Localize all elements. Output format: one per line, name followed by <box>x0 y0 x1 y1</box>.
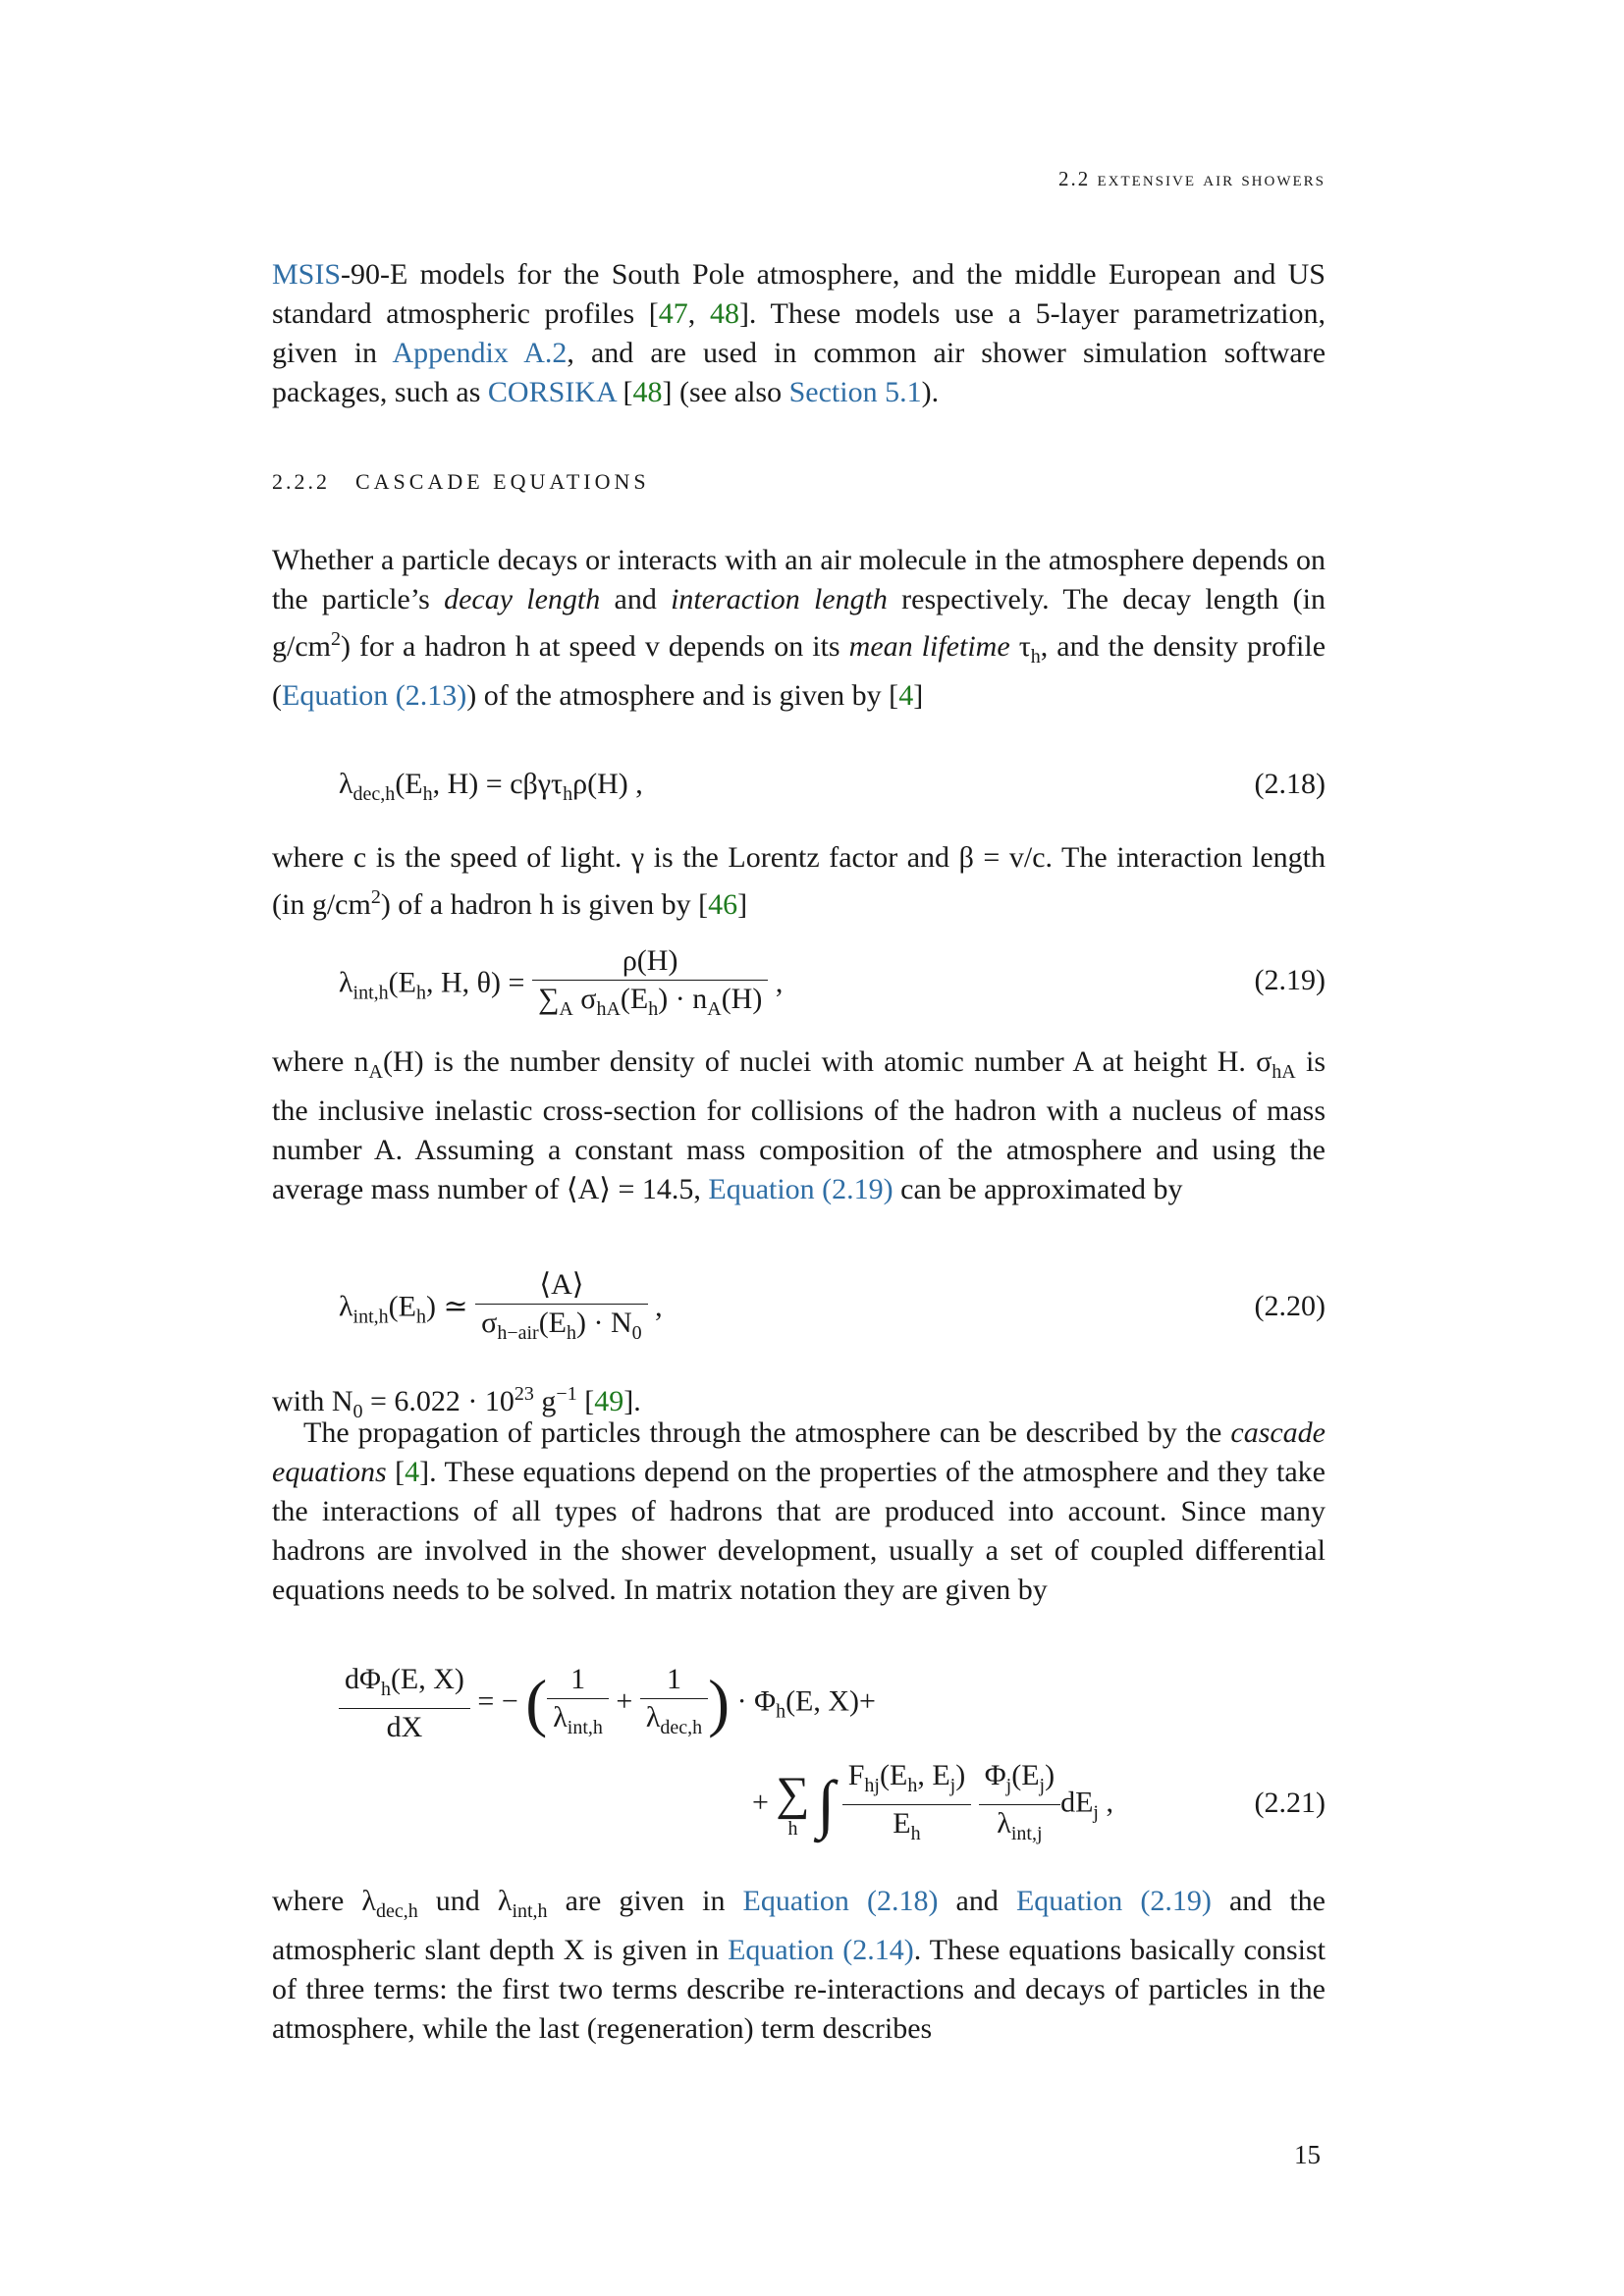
equation-number-2-19: (2.19) <box>1254 964 1326 996</box>
link-section-5-1[interactable]: Section 5.1 <box>788 376 922 408</box>
link-equation-2-19[interactable]: Equation (2.19) <box>708 1173 893 1205</box>
citation-48-b[interactable]: 48 <box>632 376 663 408</box>
paragraph-cascade-equations: The propagation of particles through the atmosphere can be described by the cascade equations [4]. These equations depend on the properties of the atmosphere and they take the interactions of all types of hadrons that are produced into account. Since many hadrons are involved in the shower development, usually a set of coupled differential equations needs to be solved. In matrix notation they are given by <box>272 1416 1326 1606</box>
paragraph-avogadro: with $N_0 = 6.022 \cdot 10^{23}$ $g^{-1}$ [49]. <box>272 1383 641 1422</box>
citation-48[interactable]: 48 <box>709 297 739 330</box>
citation-47[interactable]: 47 <box>658 297 688 330</box>
link-corsika[interactable]: CORSIKA <box>487 376 616 408</box>
equation-number-2-21: (2.21) <box>1254 1787 1326 1819</box>
paragraph-interaction-length: where c is the speed of light. γ is the Lorentz factor and β = v/c. The interaction length (in $g/cm^2$) of a hadron h is given by [46] <box>272 841 1326 921</box>
fraction-dphi-dx: $\frac{d\Phi_h(E, X)}{dX}$ <box>339 1661 470 1746</box>
link-msis[interactable]: MSIS <box>272 258 342 291</box>
section-number: 2.2.2 <box>272 469 330 494</box>
equation-2-21-line-1: $\frac{d\Phi_h(E, X)}{dX}$ = − ( $\frac{1}{\lambda_{int,h}}$ + $\frac{1}{\lambda_{dec,h}}$ ) · $\Phi_h(E$, X)+ <box>339 1661 876 1746</box>
fraction-eq-2-20: $\frac{⟨A⟩}{\sigma_{h-air}(E_h) \cdot N_0}$ <box>475 1266 648 1352</box>
equation-2-21-line-2: + ∑ h ∫ $\frac{F_{hj}(E_h, E_j)}{E_h}$ $\frac{\Phi_j(E_j)}{\lambda_{int,j}}$ $dE_j$ , <box>752 1757 1113 1852</box>
link-equation-2-19-b[interactable]: Equation (2.19) <box>1015 1885 1212 1917</box>
equation-2-18: $\lambda_{dec,h}(E_h$, H) = cβγτ$_h$ρ(H) , <box>339 768 643 805</box>
fraction-f-over-e: $\frac{F_{hj}(E_h, E_j)}{E_h}$ <box>842 1757 971 1852</box>
paragraph-where-lambda: where $\lambda_{dec,h}$ und $\lambda_{int,h}$ are given in Equation (2.18) and Equation (2.19) and the atmospheric slant depth X is given in Equation (2.14). These equations basically consist of three terms: the first two terms describe re-interactions and decays of particles in the atmosphere, while the last (regeneration) term describes <box>272 1885 1326 2045</box>
fraction-phi-over-lambda: $\frac{\Phi_j(E_j)}{\lambda_{int,j}}$ <box>979 1757 1060 1852</box>
link-equation-2-13[interactable]: Equation (2.13) <box>282 679 467 712</box>
sum-over-h: ∑ h <box>776 1767 810 1840</box>
equation-number-2-18: (2.18) <box>1254 768 1326 800</box>
paragraph-number-density: where $n_A(H)$ is the number density of nuclei with atomic number A at height H. $\sigma_{hA}$ is the inclusive inelastic cross-section for collisions of the hadron with a nucleus of mass number A. Assuming a constant mass composition of the atmosphere and using the average mass number of ⟨A⟩ = 14.5, Equation (2.19) can be approximated by <box>272 1045 1326 1205</box>
integral-sign: ∫ <box>817 1768 836 1841</box>
page-number: 15 <box>1294 2140 1321 2169</box>
equation-2-19: $\lambda_{int,h}(E_h$, H, θ) = $\frac{\rho(H)}{\sum_A \sigma_{hA}(E_h) \cdot n_A(H)}$ , <box>339 942 783 1028</box>
link-appendix-a2[interactable]: Appendix A.2 <box>392 337 568 369</box>
running-header: 2.2 extensive air showers <box>1058 167 1326 190</box>
section-heading <box>272 469 650 495</box>
fraction-one-over-lambda-int: $\frac{1}{\lambda_{int,h}}$ <box>547 1661 609 1746</box>
citation-4-b[interactable]: 4 <box>405 1456 420 1488</box>
equation-2-20: $\lambda_{int,h}(E_h)$ ≃ $\frac{⟨A⟩}{\sigma_{h-air}(E_h) \cdot N_0}$ , <box>339 1266 663 1352</box>
paragraph-decay-length: Whether a particle decays or interacts with an air molecule in the atmosphere depends on the particle’s decay length and interaction length respectively. The decay length (in $g/cm^2$) for a hadron h at speed v depends on its mean lifetime $\tau_h$, and the density profile (Equation (2.13)) of the atmosphere and is given by [4] <box>272 544 1326 712</box>
citation-4[interactable]: 4 <box>898 679 914 712</box>
citation-46[interactable]: 46 <box>708 888 738 921</box>
link-equation-2-14[interactable]: Equation (2.14) <box>728 1934 914 1966</box>
fraction-one-over-lambda-dec: $\frac{1}{\lambda_{dec,h}}$ <box>640 1661 708 1746</box>
link-equation-2-18[interactable]: Equation (2.18) <box>742 1885 939 1917</box>
fraction-eq-2-19: $\frac{\rho(H)}{\sum_A \sigma_{hA}(E_h) \cdot n_A(H)}$ <box>532 942 768 1028</box>
equation-number-2-20: (2.20) <box>1254 1290 1326 1322</box>
section-title: CASCADE EQUATIONS <box>355 469 650 494</box>
paragraph-msis: MSIS-90-E models for the South Pole atmosphere, and the middle European and US standard atmospheric profiles [47, 48]. These models use a 5-layer parametrization, given in Appendix A.2, and are used in common air shower simulation software packages, such as CORSIKA [48] (see also Section 5.1). <box>272 258 1326 408</box>
citation-49[interactable]: 49 <box>594 1385 624 1417</box>
